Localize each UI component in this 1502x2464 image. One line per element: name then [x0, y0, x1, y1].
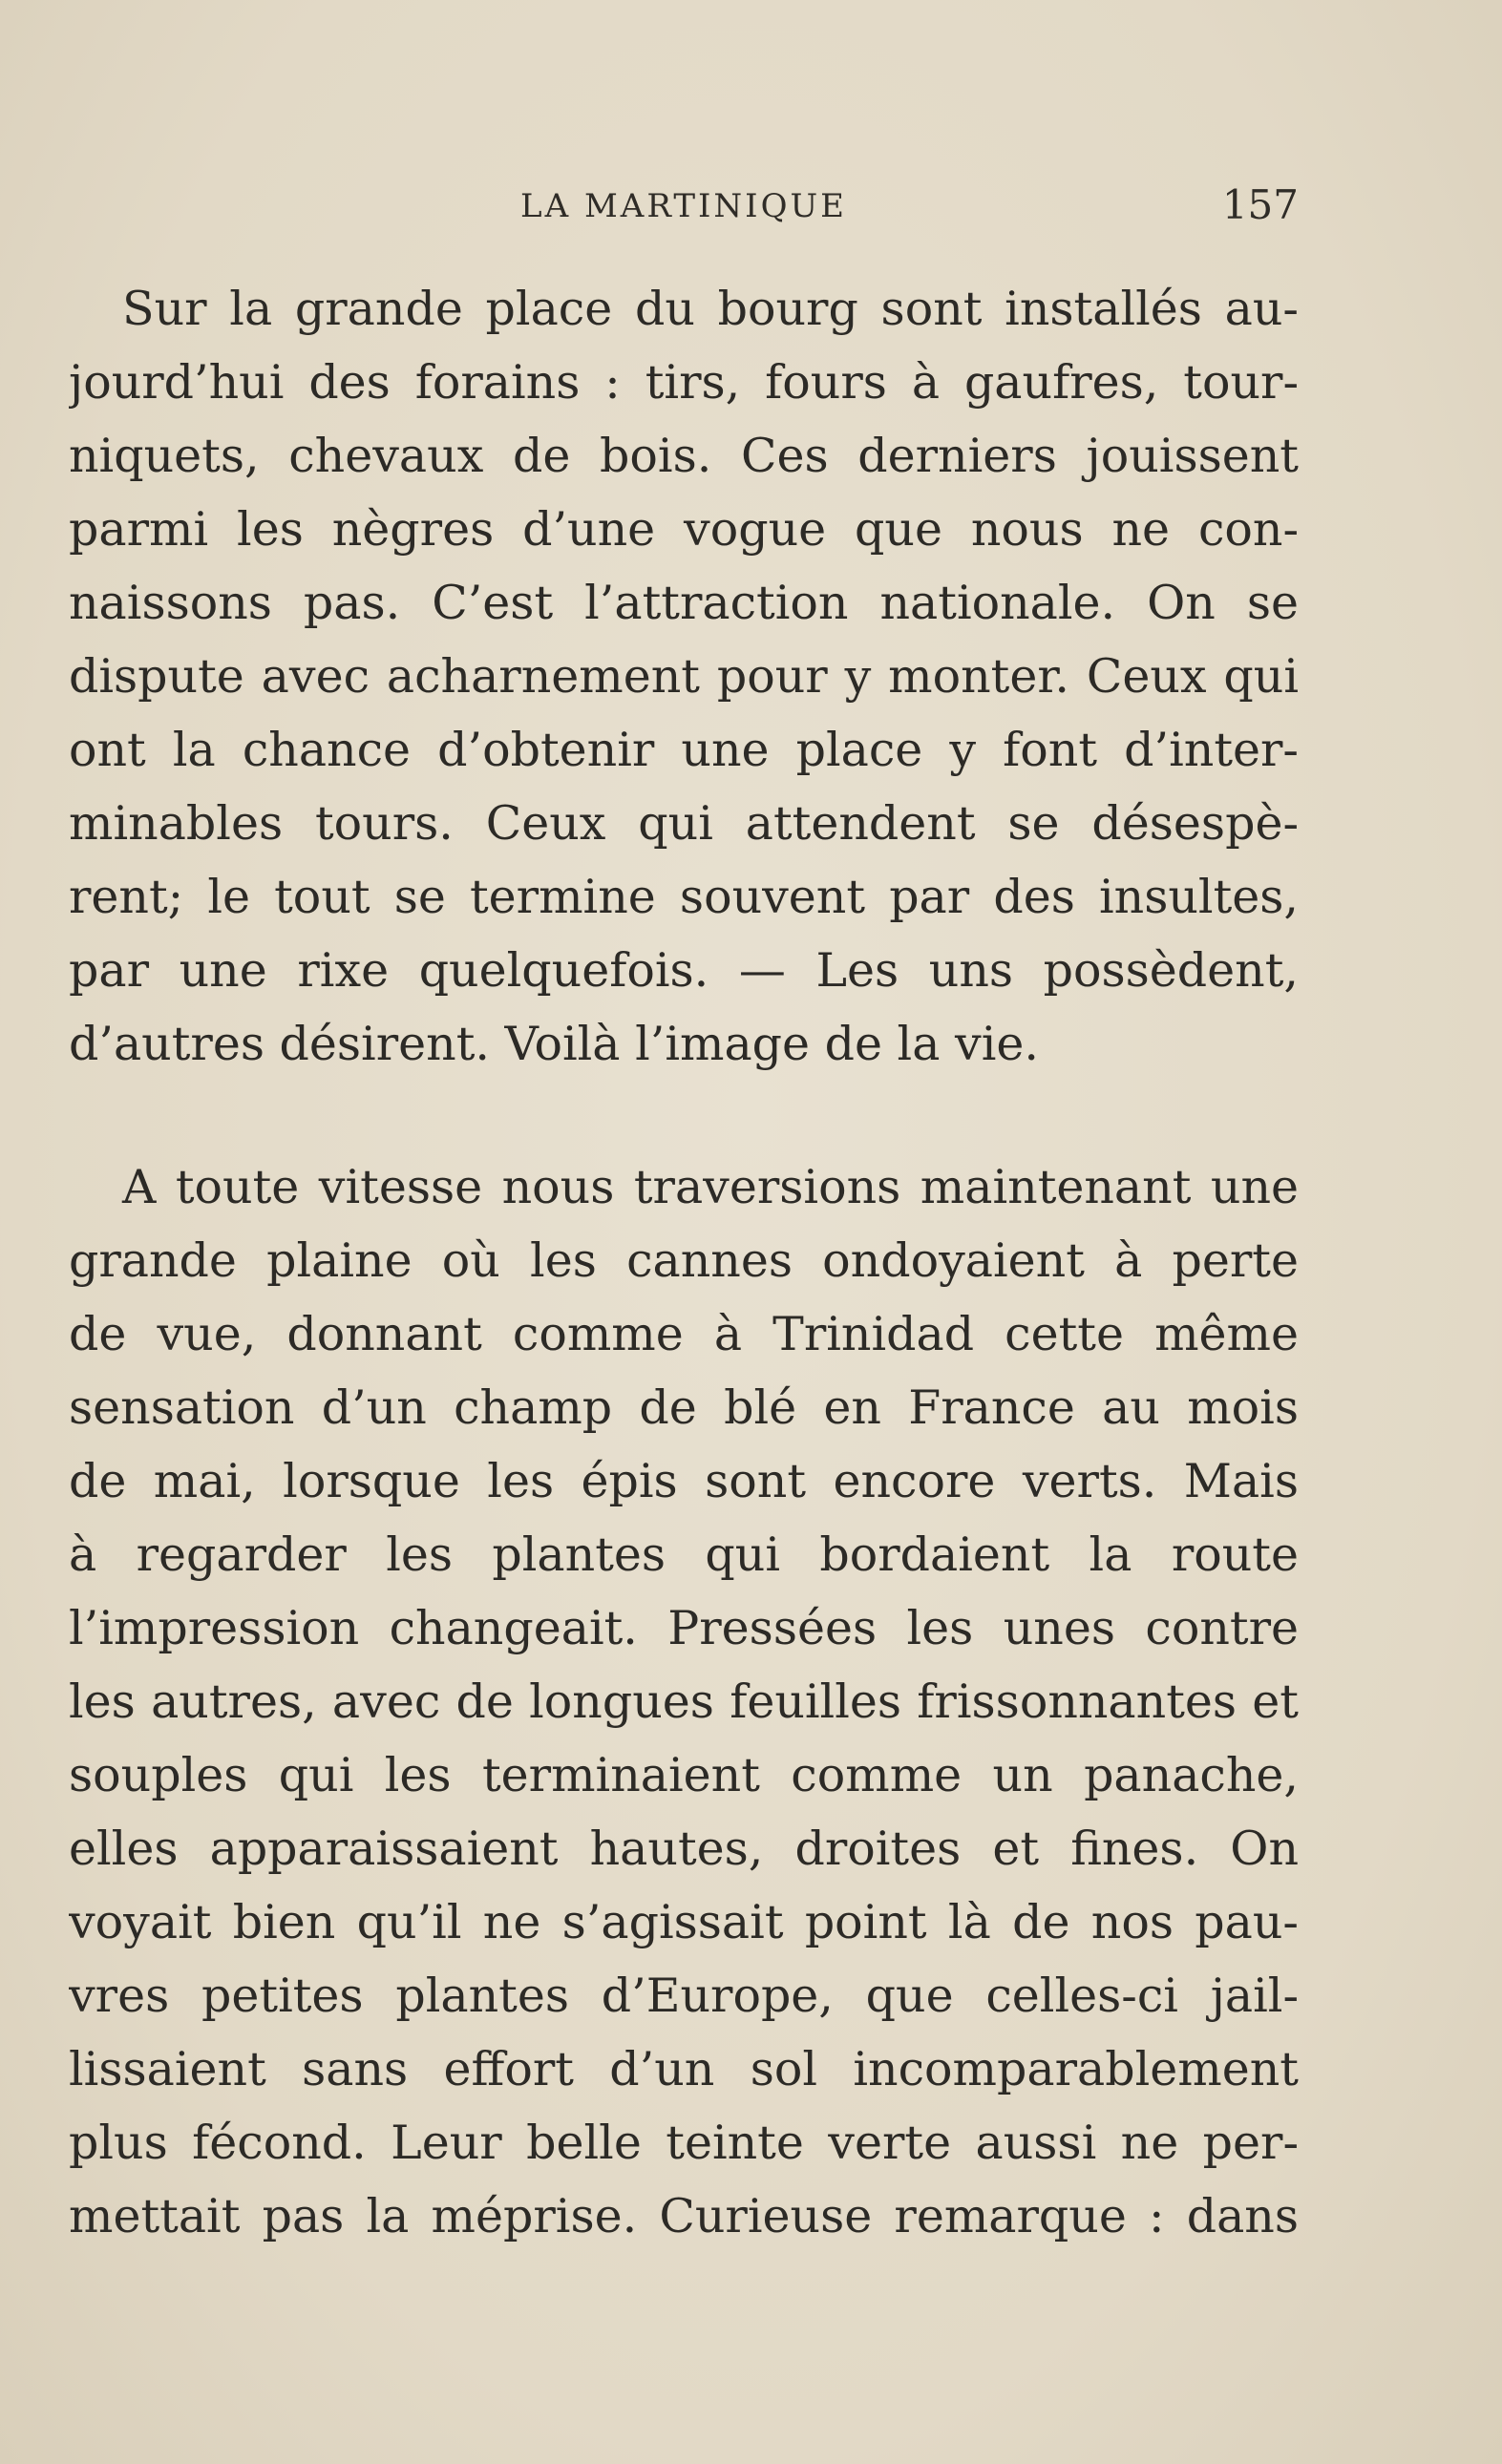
- paragraph-forains: [69, 272, 1299, 1081]
- text-line: Sur la grande place du bourg sont installés au-: [122, 282, 1299, 336]
- text-line: elles apparaissaient hautes, droites et fines. On: [69, 1822, 1299, 1876]
- text-line: minables tours. Ceux qui attendent se désespè-: [69, 796, 1299, 851]
- running-head: [69, 181, 1299, 229]
- text-line: ont la chance d’obtenir une place y font d’inter-: [69, 723, 1299, 777]
- text-line: vres petites plantes d’Europe, que celles-ci jail-: [69, 1969, 1299, 2023]
- text-line: naissons pas. C’est l’attraction nationale. On se: [69, 576, 1299, 630]
- text-line: niquets, chevaux de bois. Ces derniers jouissent: [69, 429, 1299, 483]
- paragraph-plaine: [69, 1150, 1299, 2253]
- text-line: voyait bien qu’il ne s’agissait point là de nos pau-: [69, 1895, 1299, 1949]
- text-line: A toute vitesse nous traversions maintenant une: [122, 1160, 1299, 1214]
- text-line: les autres, avec de longues feuilles frissonnantes et: [69, 1674, 1299, 1729]
- text-line: de vue, donnant comme à Trinidad cette même: [69, 1307, 1299, 1361]
- text-line: grande plaine où les cannes ondoyaient à perte: [69, 1233, 1299, 1288]
- text-line: de mai, lorsque les épis sont encore verts. Mais: [69, 1454, 1299, 1508]
- text-line: dispute avec acharnement pour y monter. Ceux qui: [69, 649, 1299, 704]
- running-title: LA MARTINIQUE: [520, 187, 847, 225]
- text-line: jourd’hui des forains : tirs, fours à gaufres, tour-: [69, 355, 1299, 410]
- text-line: parmi les nègres d’une vogue que nous ne con-: [69, 502, 1299, 557]
- text-line: lissaient sans effort d’un sol incomparablement: [69, 2042, 1299, 2096]
- text-line: plus fécond. Leur belle teinte verte aussi ne per-: [69, 2116, 1299, 2170]
- text-line: d’autres désirent. Voilà l’image de la vie.: [69, 1017, 1039, 1071]
- text-line: rent; le tout se termine souvent par des insultes,: [69, 870, 1299, 924]
- text-line: mettait pas la méprise. Curieuse remarque : dans: [69, 2189, 1299, 2243]
- text-line: à regarder les plantes qui bordaient la route: [69, 1527, 1299, 1582]
- text-line: souples qui les terminaient comme un panache,: [69, 1748, 1299, 1802]
- text-line: sensation d’un champ de blé en France au mois: [69, 1380, 1299, 1435]
- page-number: 157: [1221, 181, 1299, 228]
- text-line: par une rixe quelquefois. — Les uns possèdent,: [69, 943, 1299, 998]
- text-line: l’impression changeait. Pressées les unes contre: [69, 1601, 1299, 1655]
